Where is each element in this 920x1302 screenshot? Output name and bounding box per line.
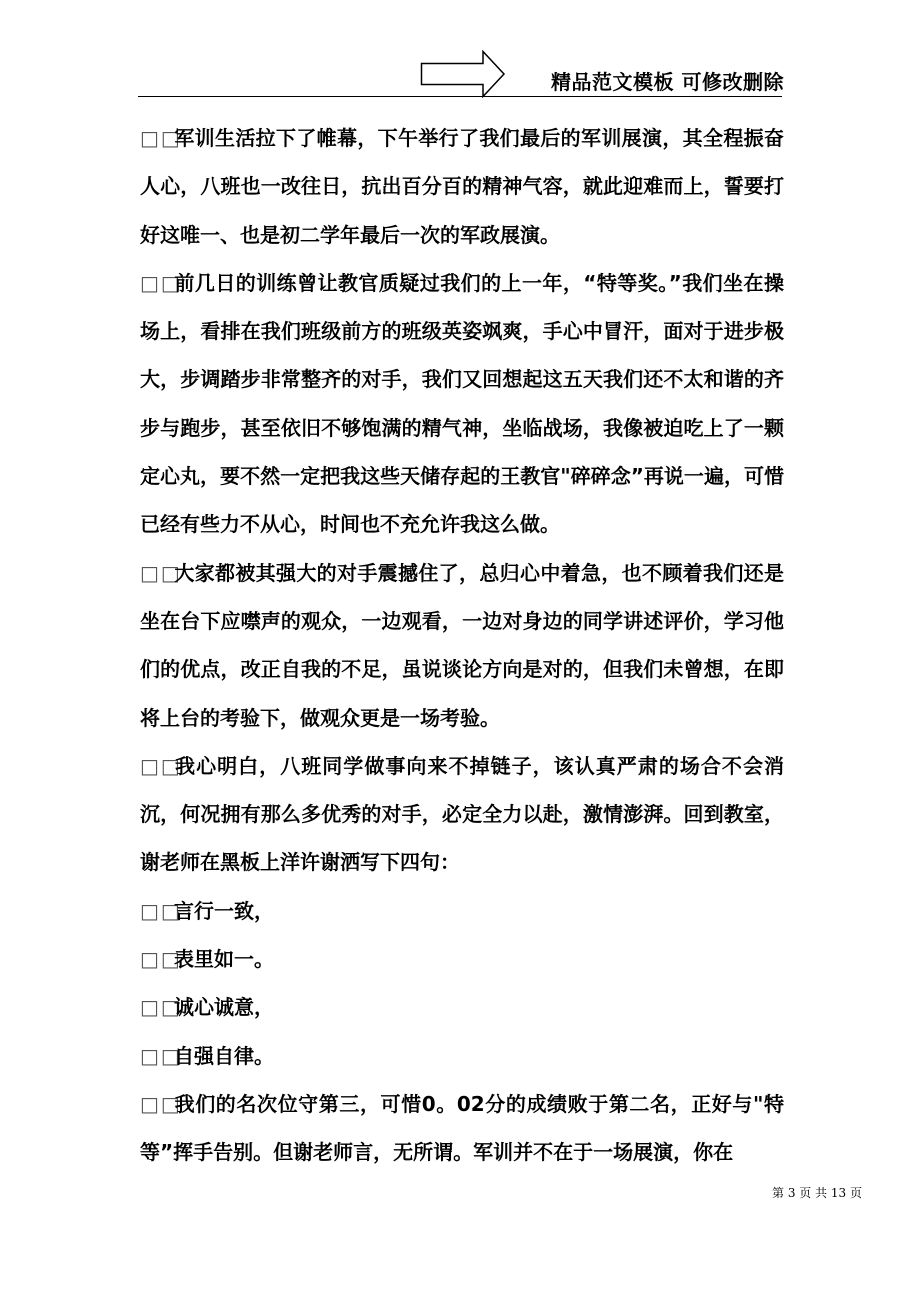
paragraph-indent: □□ xyxy=(140,995,182,1020)
paragraph-indent: □□ xyxy=(140,1043,182,1068)
paragraph-indent: □□ xyxy=(140,270,182,295)
paragraph xyxy=(140,1032,784,1080)
header-arrow-icon xyxy=(420,50,506,98)
document-body xyxy=(140,114,784,1177)
paragraph-indent: □□ xyxy=(140,1091,182,1116)
paragraph xyxy=(140,742,784,887)
paragraph-text: 言行一致， xyxy=(174,898,274,923)
paragraph-indent: □□ xyxy=(140,560,182,585)
paragraph-indent: □□ xyxy=(140,126,182,150)
paragraph xyxy=(140,935,784,983)
paragraph-indent: □□ xyxy=(140,753,182,778)
paragraph-text: 我们的名次位守第三，可惜0。02分的成绩败于第二名，正好与"特等”挥手告别。但谢老师言，无所谓。军训并不在于一场展演，你在 xyxy=(140,1091,784,1165)
paragraph-text: 我心明白，八班同学做事向来不掉链子，该认真严肃的场合不会消沉，何况拥有那么多优秀的对手，必定全力以赴，激情澎湃。回到教室，谢老师在黑板上洋许谢洒写下四句： xyxy=(140,753,784,875)
paragraph xyxy=(140,114,784,259)
paragraph-indent: □□ xyxy=(140,898,182,923)
paragraph-text: 军训生活拉下了帷幕，下午举行了我们最后的军训展演，其全程振奋人心，八班也一改往日，抗出百分百的精神气容，就此迎难而上，誓要打好这唯一、也是初二学年最后一次的军政展演。 xyxy=(140,126,784,247)
paragraph xyxy=(140,1080,784,1177)
paragraph xyxy=(140,259,784,549)
paragraph xyxy=(140,887,784,935)
paragraph-text: 表里如一。 xyxy=(174,947,274,972)
header-rule xyxy=(138,96,782,97)
paragraph-text: 自强自律。 xyxy=(174,1043,274,1068)
page-number: 第 3 页 共 13 页 xyxy=(772,1186,862,1200)
paragraph xyxy=(140,549,784,742)
paragraph-indent: □□ xyxy=(140,947,182,972)
header-title: 精品范文模板 可修改删除 xyxy=(551,70,784,94)
paragraph-text: 诚心诚意， xyxy=(174,995,274,1020)
paragraph xyxy=(140,983,784,1031)
paragraph-text: 大家都被其强大的对手震撼住了，总归心中着急，也不顾着我们还是坐在台下应噤声的观众，一边观看，一边对身边的同学讲述评价，学习他们的优点，改正自我的不足，虽说谈论方向是对的，但我们未曾想，在即将上台的考验下，做观众更是一场考验。 xyxy=(140,560,784,730)
paragraph-text: 前几日的训练曾让教官质疑过我们的上一年，“特等奖。”我们坐在操场上，看排在我们班级前方的班级英姿飒爽，手心中冒汗，面对于进步极大，步调踏步非常整齐的对手，我们又回想起这五天我们还不太和谐的齐步与跑步，甚至依旧不够饱满的精气神，坐临战场，我像被迫吃上了一颗定心丸，要不然一定把我这些天储存起的王教官"碎碎念”再说一遍，可惜已经有些力不从心，时间也不充允许我这么做。 xyxy=(140,270,784,537)
